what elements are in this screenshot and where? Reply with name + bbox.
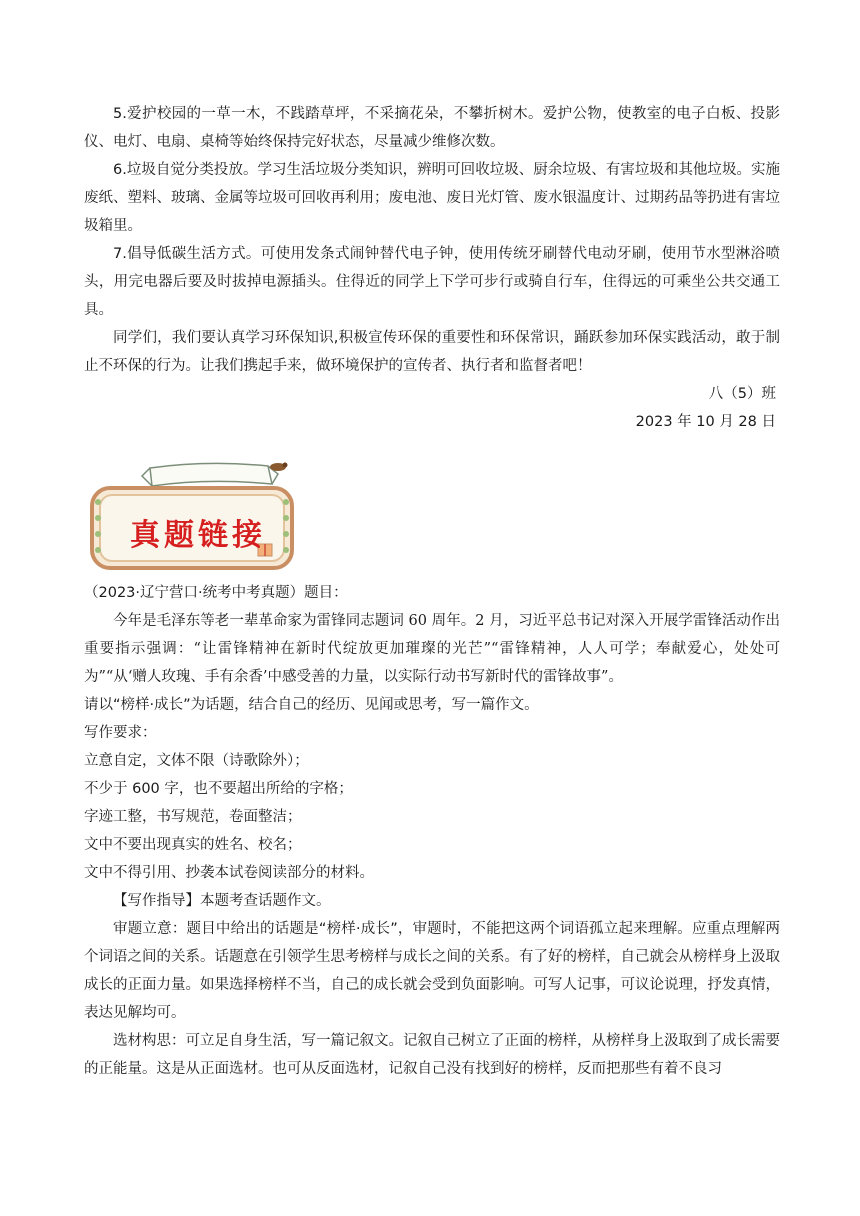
- requirement-4: 文中不要出现真实的姓名、校名；: [84, 837, 302, 853]
- item-7: 7.倡导低碳生活方式。可使用发条式闹钟替代电子钟，使用传统牙刷替代电动牙刷，使用节水型淋浴喷头，用完电器后要及时拔掉电源插头。住得近的同学上下学可步行或骑自行车，住得远的可乘坐公共交通工具。: [84, 246, 780, 318]
- requirement-5: 文中不得引用、抄袭本试卷阅读部分的材料。: [84, 865, 374, 881]
- requirement-1: 立意自定，文体不限（诗歌除外）；: [84, 753, 309, 769]
- signature-class: 八（5）班: [708, 386, 776, 402]
- guide-material-choice: 选材构思：可立足自身生活，写一篇记叙文。记叙自己树立了正面的榜样，从榜样身上汲取到了成长需要的正能量。这是从正面选材。也可从反面选材，记叙自己没有找到好的榜样，反而把那些有着不良习: [84, 1033, 780, 1077]
- signature-date: 2023 年 10 月 28 日: [635, 414, 776, 430]
- guide-analysis: 审题立意：题目中给出的话题是“榜样·成长”，审题时，不能把这两个词语孤立起来理解。应重点理解两个词语之间的关系。话题意在引领学生思考榜样与成长之间的关系。有了好的榜样，自己就会从榜样身上汲取成长的正面力量。如果选择榜样不当，自己的成长就会受到负面影响。可写人记事，可议论说理，抒发真情，表达见解均可。: [84, 921, 780, 1021]
- banner-title: 真题链接: [130, 518, 266, 553]
- question-prompt: 请以“榜样·成长”为话题，结合自己的经历、见闻或思考，写一篇作文。: [84, 697, 539, 713]
- requirements-title: 写作要求：: [84, 725, 157, 741]
- question-material: 今年是毛泽东等老一辈革命家为雷锋同志题词 60 周年。2 月，习近平总书记对深入开展学雷锋活动作出重要指示强调：“让雷锋精神在新时代绽放更加璀璨的光芒”“雷锋精神，人人可学；奉献爱心，处处可为”“从‘赠人玫瑰、手有余香’中感受善的力量，以实际行动书写新时代的雷锋故事”。: [84, 613, 780, 685]
- requirement-2: 不少于 600 字，也不要超出所给的字格；: [84, 781, 353, 797]
- item-5: 5.爱护校园的一草一木，不践踏草坪，不采摘花朵，不攀折树木。爱护公物，使教室的电子白板、投影仪、电灯、电扇、桌椅等始终保持完好状态，尽量减少维修次数。: [84, 106, 780, 150]
- closing-paragraph: 同学们，我们要认真学习环保知识,积极宣传环保的重要性和环保常识，踊跃参加环保实践活动，敢于制止不环保的行为。让我们携起手来，做环境保护的宣传者、执行者和监督者吧！: [84, 330, 780, 374]
- item-6: 6.垃圾自觉分类投放。学习生活垃圾分类知识，辨明可回收垃圾、厨余垃圾、有害垃圾和其他垃圾。实施废纸、塑料、玻璃、金属等垃圾可回收再利用；废电池、废日光灯管、废水银温度计、过期药品等扔进有害垃圾箱里。: [84, 162, 780, 234]
- section-banner: [88, 458, 308, 578]
- question-source: （2023·辽宁营口·统考中考真题）题目：: [84, 585, 348, 601]
- guide-heading: 【写作指导】本题考查话题作文。: [113, 893, 331, 909]
- requirement-3: 字迹工整，书写规范，卷面整洁；: [84, 809, 302, 825]
